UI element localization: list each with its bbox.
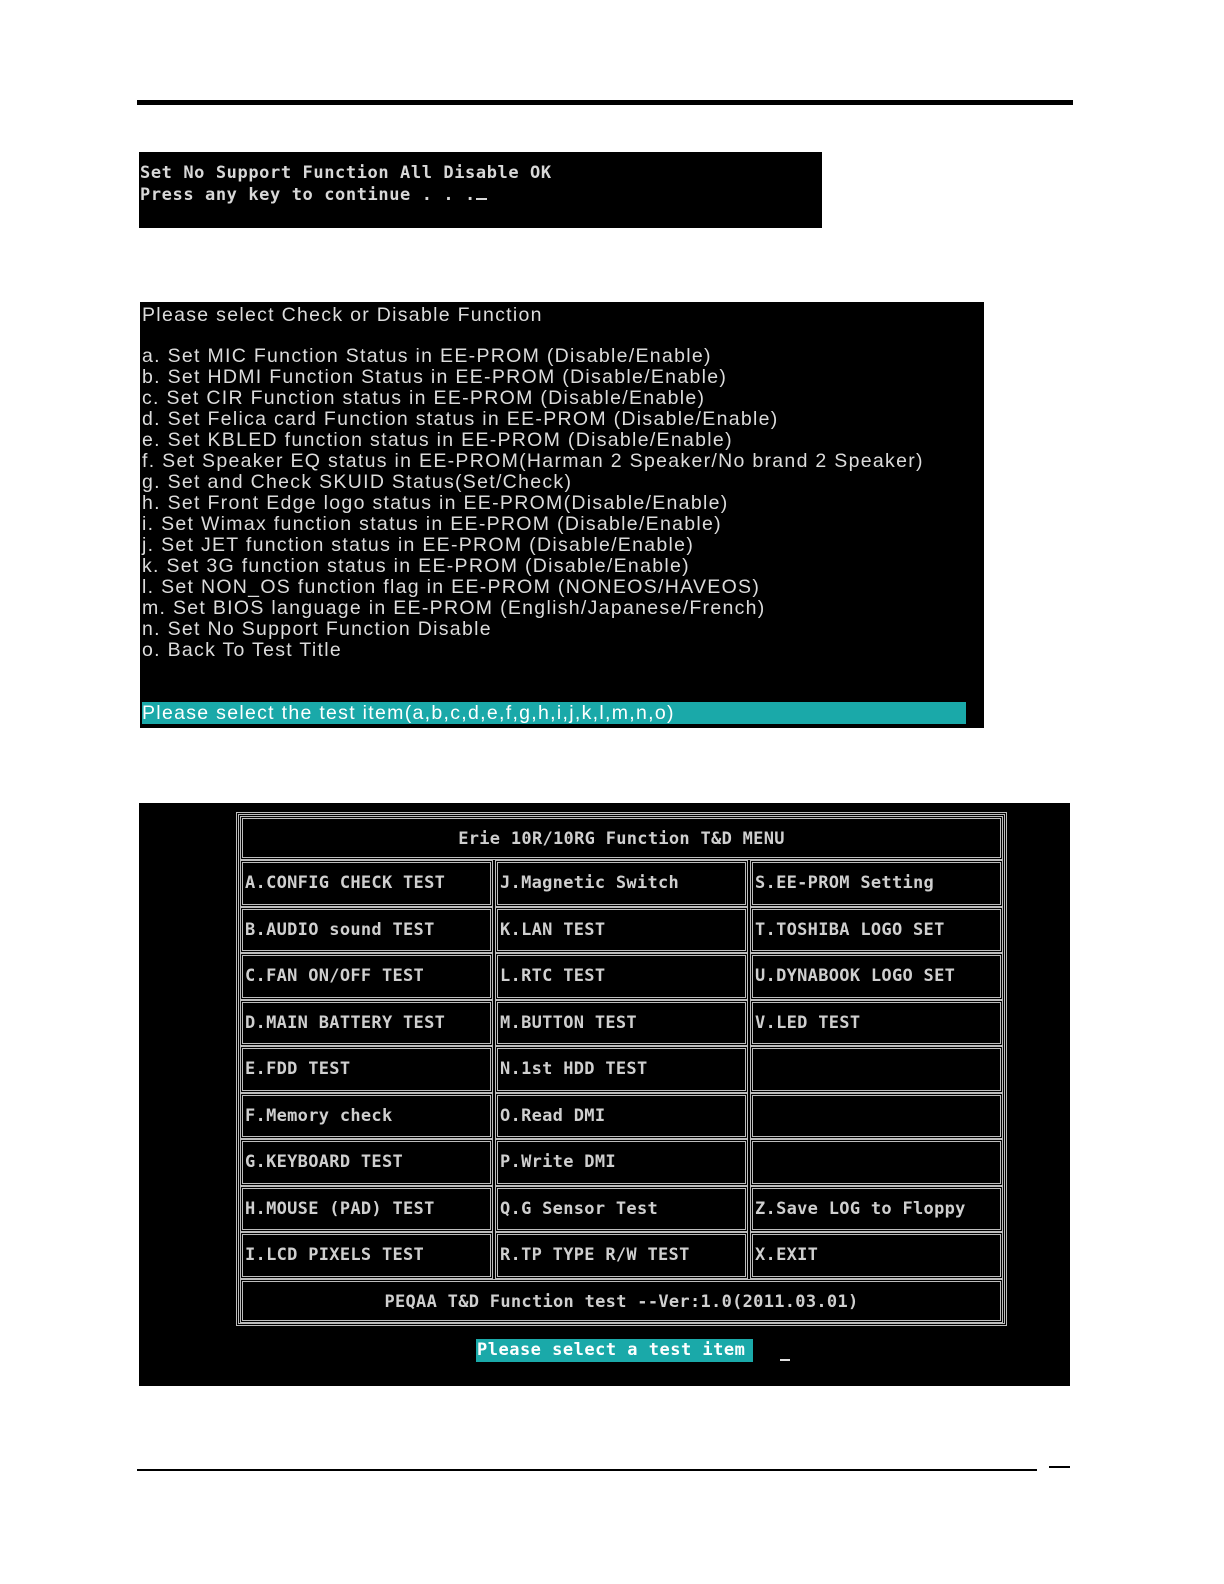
page-number-dash (1049, 1466, 1070, 1468)
menu-option-c[interactable]: c. Set CIR Function status in EE-PROM (Disable/Enable) (142, 387, 706, 409)
menu-option-n[interactable]: n. Set No Support Function Disable (142, 618, 492, 640)
menu-item-z[interactable]: Z.Save LOG to Floppy (750, 1186, 1003, 1232)
menu-item-q[interactable]: Q.G Sensor Test (495, 1186, 748, 1232)
menu-item-empty (750, 1046, 1003, 1093)
menu-item-r[interactable]: R.TP TYPE R/W TEST (495, 1232, 748, 1279)
footer-rule (137, 1469, 1037, 1471)
menu-option-l[interactable]: l. Set NON_OS function flag in EE-PROM (NONEOS/HAVEOS) (142, 576, 761, 598)
console-line (140, 185, 487, 205)
menu-option-e[interactable]: e. Set KBLED function status in EE-PROM (Disable/Enable) (142, 429, 733, 451)
menu-option-h[interactable]: h. Set Front Edge logo status in EE-PROM(Disable/Enable) (142, 492, 729, 514)
console-screen-confirmation (139, 152, 822, 228)
select-test-prompt[interactable]: Please select a test item (476, 1339, 753, 1362)
menu-item-m[interactable]: M.BUTTON TEST (495, 1000, 748, 1046)
menu-option-i[interactable]: i. Set Wimax function status in EE-PROM (Disable/Enable) (142, 513, 722, 535)
menu-item-p[interactable]: P.Write DMI (495, 1139, 748, 1186)
console-screen-td-menu (139, 803, 1070, 1386)
menu-item-l[interactable]: L.RTC TEST (495, 953, 748, 1000)
version-footer: PEQAA T&D Function test --Ver:1.0(2011.03.01) (240, 1279, 1003, 1323)
menu-item-s[interactable]: S.EE-PROM Setting (750, 860, 1003, 907)
text-cursor (780, 1359, 790, 1361)
select-item-prompt[interactable]: Please select the test item(a,b,c,d,e,f,g,h,i,j,k,l,m,n,o) (142, 702, 966, 724)
menu-item-d[interactable]: D.MAIN BATTERY TEST (240, 1000, 493, 1046)
menu-item-k[interactable]: K.LAN TEST (495, 907, 748, 953)
console-screen-eeprom-menu (140, 302, 984, 728)
press-any-key-text: Press any key to continue . . . (140, 185, 476, 205)
menu-item-e[interactable]: E.FDD TEST (240, 1046, 493, 1093)
menu-option-k[interactable]: k. Set 3G function status in EE-PROM (Disable/Enable) (142, 555, 690, 577)
menu-option-a[interactable]: a. Set MIC Function Status in EE-PROM (Disable/Enable) (142, 345, 712, 367)
menu-item-empty (750, 1093, 1003, 1139)
menu-heading: Please select Check or Disable Function (142, 304, 543, 326)
menu-option-m[interactable]: m. Set BIOS language in EE-PROM (English/Japanese/French) (142, 597, 766, 619)
menu-item-j[interactable]: J.Magnetic Switch (495, 860, 748, 907)
menu-option-d[interactable]: d. Set Felica card Function status in EE-PROM (Disable/Enable) (142, 408, 779, 430)
console-line: Set No Support Function All Disable OK (140, 163, 552, 183)
menu-item-x[interactable]: X.EXIT (750, 1232, 1003, 1279)
menu-item-v[interactable]: V.LED TEST (750, 1000, 1003, 1046)
menu-option-o[interactable]: o. Back To Test Title (142, 639, 343, 661)
menu-item-empty (750, 1139, 1003, 1186)
menu-item-n[interactable]: N.1st HDD TEST (495, 1046, 748, 1093)
menu-title: Erie 10R/10RG Function T&D MENU (240, 816, 1003, 860)
menu-item-h[interactable]: H.MOUSE (PAD) TEST (240, 1186, 493, 1232)
menu-item-o[interactable]: O.Read DMI (495, 1093, 748, 1139)
menu-item-i[interactable]: I.LCD PIXELS TEST (240, 1232, 493, 1279)
menu-item-a[interactable]: A.CONFIG CHECK TEST (240, 860, 493, 907)
menu-item-u[interactable]: U.DYNABOOK LOGO SET (750, 953, 1003, 1000)
menu-option-f[interactable]: f. Set Speaker EQ status in EE-PROM(Harman 2 Speaker/No brand 2 Speaker) (142, 450, 924, 472)
menu-item-b[interactable]: B.AUDIO sound TEST (240, 907, 493, 953)
text-cursor (476, 198, 487, 200)
menu-item-f[interactable]: F.Memory check (240, 1093, 493, 1139)
menu-option-b[interactable]: b. Set HDMI Function Status in EE-PROM (Disable/Enable) (142, 366, 728, 388)
header-rule (137, 100, 1073, 105)
menu-item-t[interactable]: T.TOSHIBA LOGO SET (750, 907, 1003, 953)
menu-option-j[interactable]: j. Set JET function status in EE-PROM (Disable/Enable) (142, 534, 695, 556)
menu-option-g[interactable]: g. Set and Check SKUID Status(Set/Check) (142, 471, 573, 493)
menu-item-c[interactable]: C.FAN ON/OFF TEST (240, 953, 493, 1000)
menu-item-g[interactable]: G.KEYBOARD TEST (240, 1139, 493, 1186)
